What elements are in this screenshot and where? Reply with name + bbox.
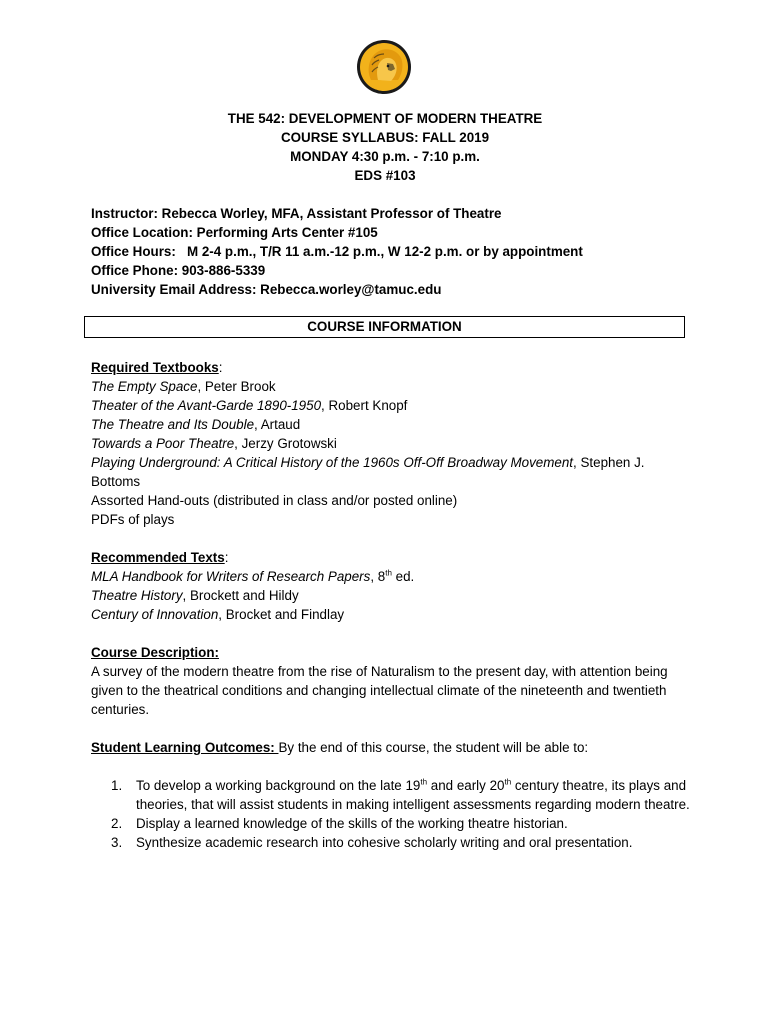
office-phone: Office Phone: 903-886-5339 <box>91 263 266 278</box>
class-room: EDS #103 <box>354 168 416 183</box>
list-item: Playing Underground: A Critical History of the 1960s Off-Off Broadway Movement, Stephen J. Bottoms <box>91 455 645 489</box>
lion-logo-icon <box>357 40 411 94</box>
course-information-body <box>91 358 691 852</box>
syllabus-term: COURSE SYLLABUS: FALL 2019 <box>280 130 490 145</box>
required-textbooks-heading: Required Textbooks: <box>91 360 223 375</box>
list-item: 3. Synthesize academic research into cohesive scholarly writing and oral presentation. <box>111 835 633 850</box>
course-description-text: A survey of the modern theatre from the rise of Naturalism to the present day, with attention being given to the theatrical conditions and changing intellectual climate of the nineteenth and twentieth centuries. <box>91 664 668 717</box>
list-item: MLA Handbook for Writers of Research Papers, 8th ed. <box>91 568 415 584</box>
list-item: The Theatre and Its Double, Artaud <box>91 417 301 432</box>
list-item: Assorted Hand-outs (distributed in class and/or posted online) <box>91 493 458 508</box>
recommended-texts-heading: Recommended Texts: <box>91 550 229 565</box>
list-item: Theater of the Avant-Garde 1890-1950, Robert Knopf <box>91 398 408 413</box>
instructor-name: Instructor: Rebecca Worley, MFA, Assistant Professor of Theatre <box>91 206 502 221</box>
list-item: Towards a Poor Theatre, Jerzy Grotowski <box>91 436 337 451</box>
class-schedule: MONDAY 4:30 p.m. - 7:10 p.m. <box>290 149 480 164</box>
email-address: University Email Address: Rebecca.worley@tamuc.edu <box>91 282 442 297</box>
office-location: Office Location: Performing Arts Center #105 <box>91 225 378 240</box>
learning-outcomes-heading: Student Learning Outcomes: By the end of this course, the student will be able to: <box>91 740 589 755</box>
course-description-heading: Course Description: <box>91 645 219 660</box>
office-hours: Office Hours: M 2-4 p.m., T/R 11 a.m.-12 p.m., W 12-2 p.m. or by appointment <box>91 244 583 259</box>
list-item: The Empty Space, Peter Brook <box>91 379 276 394</box>
list-item: PDFs of plays <box>91 512 175 527</box>
course-title: THE 542: DEVELOPMENT OF MODERN THEATRE <box>227 111 543 126</box>
list-item: 2. Display a learned knowledge of the skills of the working theatre historian. <box>111 816 568 831</box>
section-title-course-information: COURSE INFORMATION <box>84 316 685 338</box>
instructor-info <box>91 204 583 299</box>
list-item: 1. To develop a working background on the late 19th and early 20th century theatre, its plays and theories, that will assist students in making intelligent assessments regarding modern theatre. <box>111 777 690 812</box>
learning-outcomes-list <box>91 776 691 852</box>
course-header <box>0 109 770 185</box>
list-item: Theatre History, Brockett and Hildy <box>91 588 299 603</box>
list-item: Century of Innovation, Brocket and Findlay <box>91 607 345 622</box>
